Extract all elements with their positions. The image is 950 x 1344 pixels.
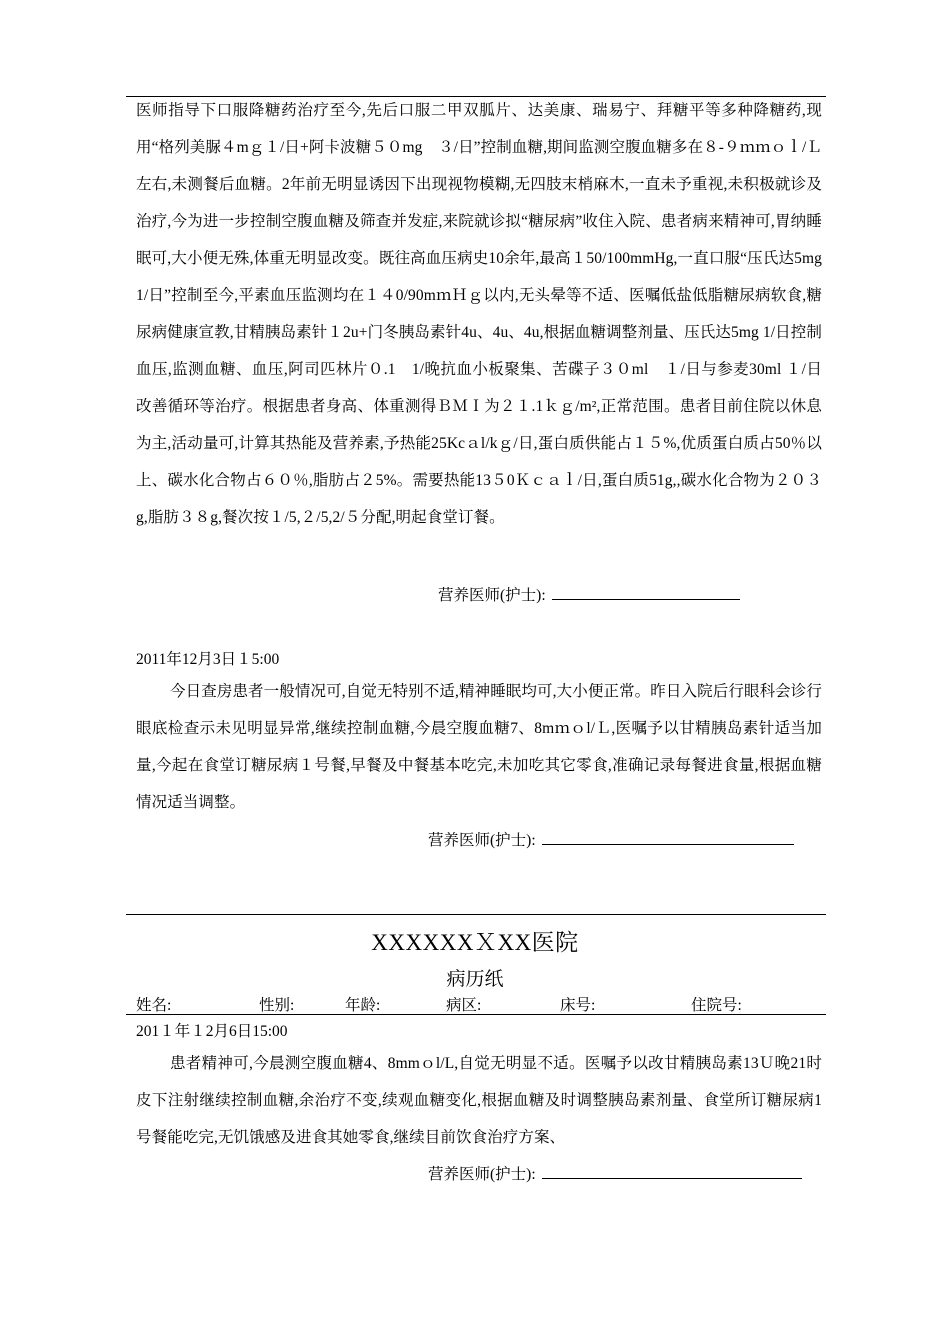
- record-paragraph-3: 患者精神可,今晨测空腹血糖4、8mmｏl/L,自觉无明显不适。医嘱予以改甘精胰岛素13Ｕ晚21时皮下注射继续控制血糖,余治疗不变,续观血糖变化,根据血糖及时调整胰岛素剂量、食堂所订糖尿病1号餐能吃完,无饥饿感及进食其她零食,继续目前饮食治疗方案、: [136, 1055, 822, 1146]
- page-separator: [126, 914, 826, 915]
- record-paragraph-1: 医师指导下口服降糖药治疗至今,先后口服二甲双胍片、达美康、瑞易宁、拜糖平等多种降糖药,现用“格列美脲４mｇ１/日+阿卡波糖５０mg ３/日”控制血糖,期间监测空腹血糖多在８-９ｍｍｏｌ/Ｌ左右,未测餐后血糖。2年前无明显诱因下出现视物模糊,无四肢末梢麻木,一直未予重视,未积极就诊及治疗,今为进一步控制空腹血糖及筛查并发症,来院就诊拟“糖尿病”收住入院、患者病来精神可,胃纳睡眠可,大小便无殊,体重无明显改变。既往高血压病史10余年,最高１50/100mmHg,一直口服“压氏达5mg 1/日”控制至今,平素血压监测均在１４0/90mｍＨｇ以内,无头晕等不适、医嘱低盐低脂糖尿病软食,糖尿病健康宣教,甘精胰岛素针１2u+门冬胰岛素针4u、4u、4u,根据血糖调整剂量、压氏达5mg 1/日控制血压,监测血糖、血压,阿司匹林片０.1 1/晚抗血小板聚集、苦碟子３０ml １/日与参麦30ml １/日改善循环等治疗。根据患者身高、体重测得ＢＭＩ为２１.1ｋｇ/m²,正常范围。患者目前住院以休息为主,活动量可,计算其热能及营养素,予热能25Kcａl/kｇ/日,蛋白质供能占１５%,优质蛋白质占50％以上、碳水化合物占６０％,脂肪占２5%。需要热能13５0Ｋｃａｌ/日,蛋白质51g,,碳水化合物为２０３g,脂肪３８g,餐次按１/5,２/5,2/５分配,明起食堂订餐。: [136, 102, 838, 526]
- field-sex: 性别:: [259, 997, 295, 1014]
- signature-label: 营养医师(护士):: [428, 1166, 536, 1183]
- signature-line-2: [428, 828, 794, 850]
- signature-blank: [542, 1164, 802, 1179]
- record-date-2: 2011年12月3日１5:00: [136, 651, 280, 668]
- signature-line-3: [428, 1162, 802, 1184]
- signature-line-1: [438, 583, 740, 605]
- signature-label: 营养医师(护士):: [438, 587, 546, 604]
- field-bed: 床号:: [560, 997, 596, 1014]
- signature-blank: [552, 585, 740, 600]
- form-subtitle: 病历纸: [446, 969, 504, 990]
- fields-rule: [126, 1014, 826, 1015]
- field-admission-no: 住院号:: [691, 997, 742, 1014]
- signature-blank: [542, 830, 794, 845]
- field-age: 年龄:: [345, 997, 381, 1014]
- record-date-3: 201１年１2月6日15:00: [136, 1023, 288, 1040]
- record-paragraph-2: 今日查房患者一般情况可,自觉无特别不适,精神睡眠均可,大小便正常。昨日入院后行眼科会诊行眼底检查示未见明显异常,继续控制血糖,今晨空腹血糖7、8mｍｏl/Ｌ,医嘱予以甘精胰岛素针适当加量,今起在食堂订糖尿病１号餐,早餐及中餐基本吃完,未加吃其它零食,准确记录每餐进食量,根据血糖情况适当调整。: [136, 683, 822, 811]
- field-name: 姓名:: [136, 997, 172, 1014]
- patient-info-fields: [0, 993, 950, 1013]
- signature-label: 营养医师(护士):: [428, 832, 536, 849]
- field-ward: 病区:: [446, 997, 482, 1014]
- hospital-title: XXXXXXＸXX医院: [371, 930, 579, 955]
